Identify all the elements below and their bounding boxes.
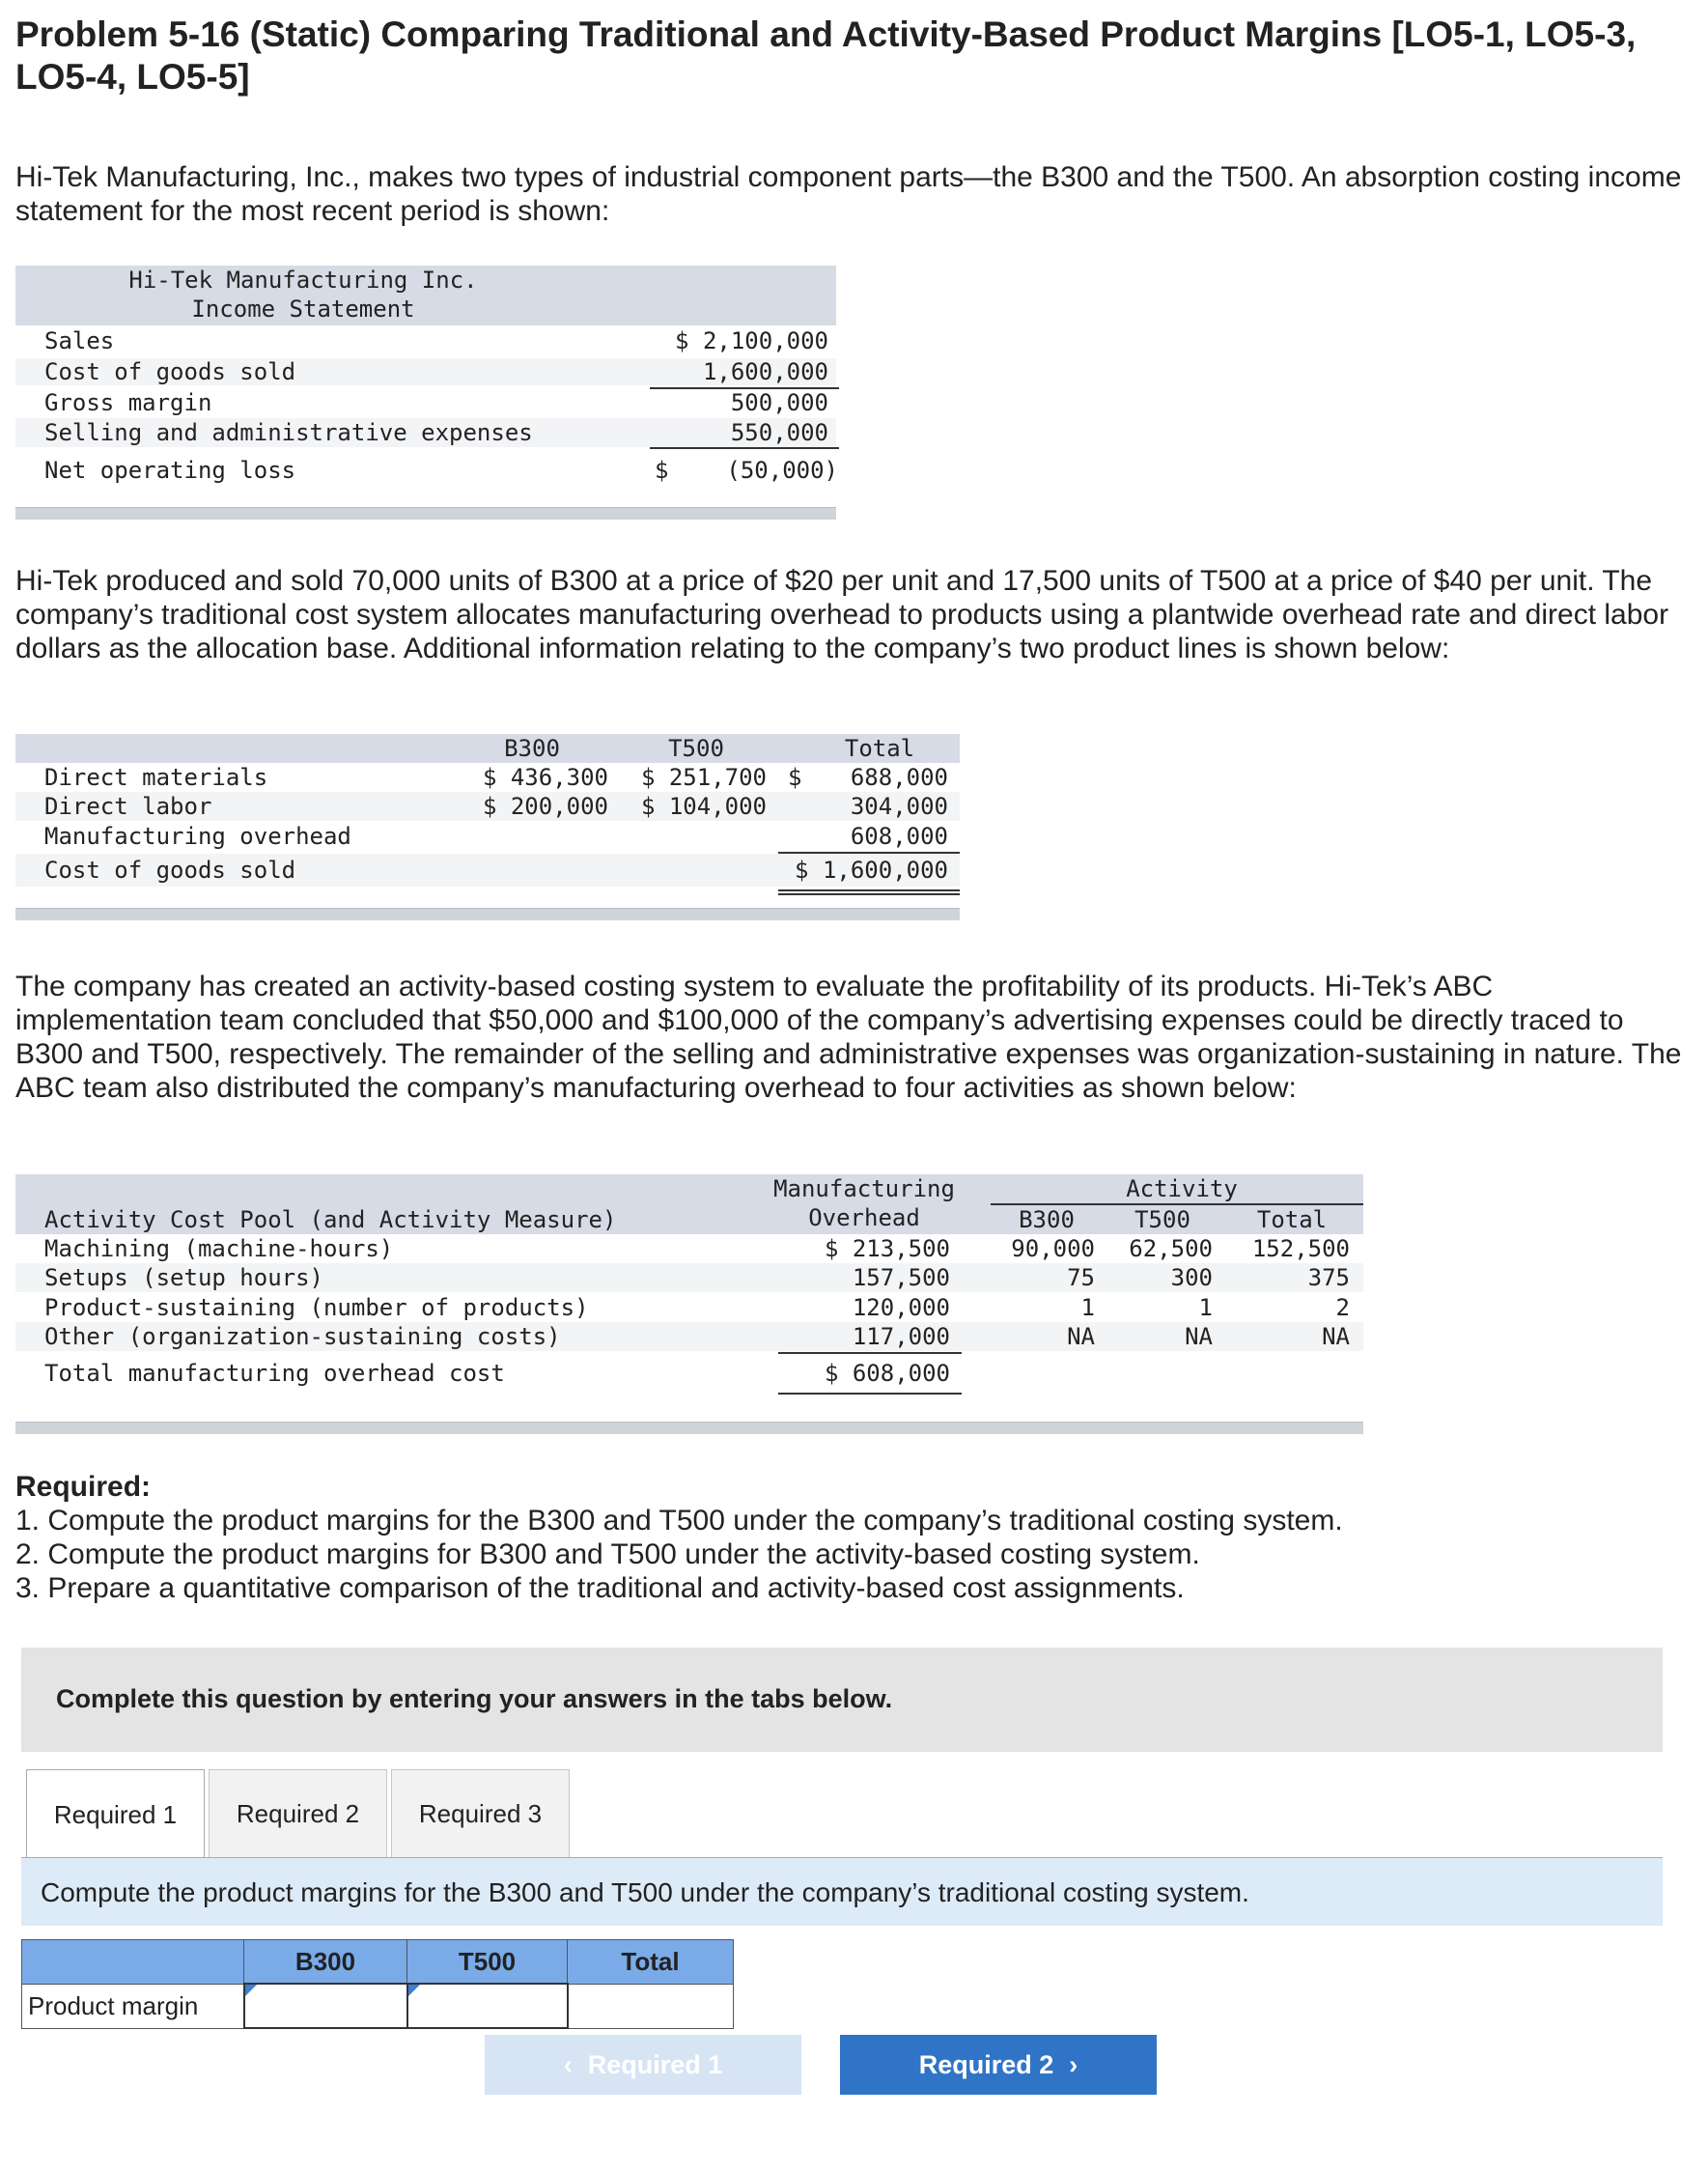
col-header-t500: T500 [668, 735, 724, 762]
dl-t500: $ 104,000 [640, 793, 767, 820]
banner-text: Complete this question by entering your answers in the tabs below. [56, 1684, 893, 1713]
sales-label: Sales [44, 327, 115, 354]
dl-total: 304,000 [850, 793, 948, 820]
product-paragraph: Hi-Tek produced and sold 70,000 units of B300 at a price of $20 per unit and 17,500 units of T500 at a price of $40 per unit. The company’s traditional cost system allocates manufacturing overhead to products using a plantwide overhead rate and direct labor dollars as the allocation base. Additional information relating to the company’s two product lines is shown below: [15, 565, 1669, 664]
dl-b300: $ 200,000 [482, 793, 608, 820]
required-section [15, 1470, 1695, 1605]
gross-margin-label: Gross margin [44, 389, 212, 416]
input-marker-icon [245, 1985, 257, 1996]
instruction-text: Compute the product margins for the B300 and T500 under the company’s traditional costing system. [41, 1877, 1249, 1907]
machining-b300: 90,000 [1011, 1235, 1095, 1262]
setups-mo: 157,500 [852, 1264, 950, 1291]
prev-button-label: Required 1 [587, 2049, 723, 2079]
instruction-banner [21, 1648, 1663, 1752]
cogs-value: 1,600,000 [702, 358, 828, 385]
product-margin-label: Product margin [22, 1984, 244, 2028]
product-cost-table [15, 734, 960, 927]
machining-label: Machining (machine-hours) [44, 1235, 394, 1262]
dm-t500: $ 251,700 [640, 764, 767, 791]
act-header-total: Total [1256, 1206, 1328, 1233]
statement-company: Hi-Tek Manufacturing Inc. [128, 267, 478, 294]
other-total: NA [1322, 1323, 1350, 1350]
mo-header-2: Overhead [808, 1204, 920, 1231]
product-sustaining-label: Product-sustaining (number of products) [44, 1294, 589, 1321]
income-statement [15, 266, 836, 519]
dm-total: 688,000 [850, 764, 948, 791]
required-item-3: 3. Prepare a quantitative comparison of the traditional and activity-based cost assignments. [15, 1572, 1185, 1604]
activity-cost-table [15, 1174, 1363, 1433]
total-mo-label: Total manufacturing overhead cost [44, 1360, 505, 1387]
sga-value: 550,000 [730, 419, 828, 446]
net-loss-label: Net operating loss [44, 457, 296, 484]
dm-b300: $ 436,300 [482, 764, 608, 791]
total-mo-value: $ 608,000 [824, 1360, 950, 1387]
answer-header-blank [22, 1940, 244, 1985]
activity-header: Activity [1126, 1175, 1238, 1202]
other-mo: 117,000 [852, 1323, 950, 1350]
product-sustaining-t500: 1 [1198, 1294, 1213, 1321]
setups-b300: 75 [1067, 1264, 1095, 1291]
cogs-label: Cost of goods sold [44, 358, 296, 385]
prev-required-button[interactable] [485, 2035, 801, 2095]
sga-label: Selling and administrative expenses [44, 419, 533, 446]
dl-label: Direct labor [44, 793, 212, 820]
product-sustaining-b300: 1 [1080, 1294, 1095, 1321]
act-header-b300: B300 [1019, 1206, 1075, 1233]
problem-title: Problem 5-16 (Static) Comparing Traditional and Activity-Based Product Margins [LO5-1, LO5-3, LO5-4, LO5-5] [15, 14, 1637, 97]
intro-paragraph: Hi-Tek Manufacturing, Inc., makes two types of industrial component parts—the B300 and the T500. An absorption costing income statement for the most recent period is shown: [15, 161, 1682, 227]
required-item-1: 1. Compute the product margins for the B300 and T500 under the company’s traditional costing system. [15, 1505, 1343, 1537]
answer-header-total: Total [568, 1940, 734, 1985]
next-required-button[interactable] [840, 2035, 1157, 2095]
tab-required-3[interactable]: Required 3 [391, 1769, 570, 1858]
b300-margin-input[interactable] [245, 1987, 406, 2025]
input-marker-icon [408, 1985, 420, 1996]
machining-total: 152,500 [1251, 1235, 1350, 1262]
total-margin-cell [568, 1984, 734, 2028]
dm-total-dollar: $ [788, 764, 802, 791]
net-loss-dollar: $ [655, 457, 669, 484]
net-loss-value: (50,000) [726, 457, 838, 484]
col-header-total: Total [844, 735, 915, 762]
pool-header: Activity Cost Pool (and Activity Measure) [44, 1206, 617, 1233]
tab-required-1[interactable]: Required 1 [26, 1769, 205, 1859]
mo-header-1: Manufacturing [773, 1175, 955, 1202]
tab-instruction [21, 1858, 1663, 1926]
abc-paragraph: The company has created an activity-based costing system to evaluate the profitability of its products. Hi-Tek’s ABC implementation team concluded that $50,000 and $100,000 of the company’s advertising expenses could be directly traced to B300 and T500, respectively. The remainder of the selling and administrative expenses was organization-sustaining in nature. The ABC team also distributed the company’s manufacturing overhead to four activities as shown below: [15, 971, 1682, 1104]
cogs-total-label: Cost of goods sold [44, 857, 296, 884]
gross-margin-value: 500,000 [730, 389, 828, 416]
product-sustaining-mo: 120,000 [852, 1294, 950, 1321]
mo-label: Manufacturing overhead [44, 823, 351, 850]
statement-heading: Income Statement [191, 296, 415, 323]
machining-mo: $ 213,500 [824, 1235, 950, 1262]
product-sustaining-total: 2 [1335, 1294, 1350, 1321]
cogs-total: $ 1,600,000 [795, 857, 948, 884]
mo-total: 608,000 [850, 823, 948, 850]
machining-t500: 62,500 [1129, 1235, 1213, 1262]
chevron-left-icon: ‹ [563, 2049, 573, 2079]
required-heading: Required: [15, 1471, 152, 1503]
setups-total: 375 [1307, 1264, 1350, 1291]
other-t500: NA [1185, 1323, 1213, 1350]
col-header-b300: B300 [504, 735, 560, 762]
other-label: Other (organization-sustaining costs) [44, 1323, 561, 1350]
other-b300: NA [1067, 1323, 1095, 1350]
answer-header-b300: B300 [244, 1940, 407, 1985]
required-item-2: 2. Compute the product margins for B300 and T500 under the activity-based costing system. [15, 1538, 1200, 1570]
answer-header-t500: T500 [407, 1940, 568, 1985]
dm-label: Direct materials [44, 764, 268, 791]
b300-margin-cell[interactable] [244, 1984, 407, 2028]
setups-label: Setups (setup hours) [44, 1264, 323, 1291]
product-margin-table [21, 1939, 734, 2029]
chevron-right-icon: › [1069, 2049, 1078, 2079]
sales-value: $ 2,100,000 [675, 327, 828, 354]
t500-margin-input[interactable] [408, 1987, 567, 2025]
t500-margin-cell[interactable] [407, 1984, 568, 2028]
setups-t500: 300 [1170, 1264, 1213, 1291]
next-button-label: Required 2 [918, 2049, 1054, 2079]
tab-required-2[interactable]: Required 2 [209, 1769, 387, 1858]
act-header-t500: T500 [1134, 1206, 1190, 1233]
